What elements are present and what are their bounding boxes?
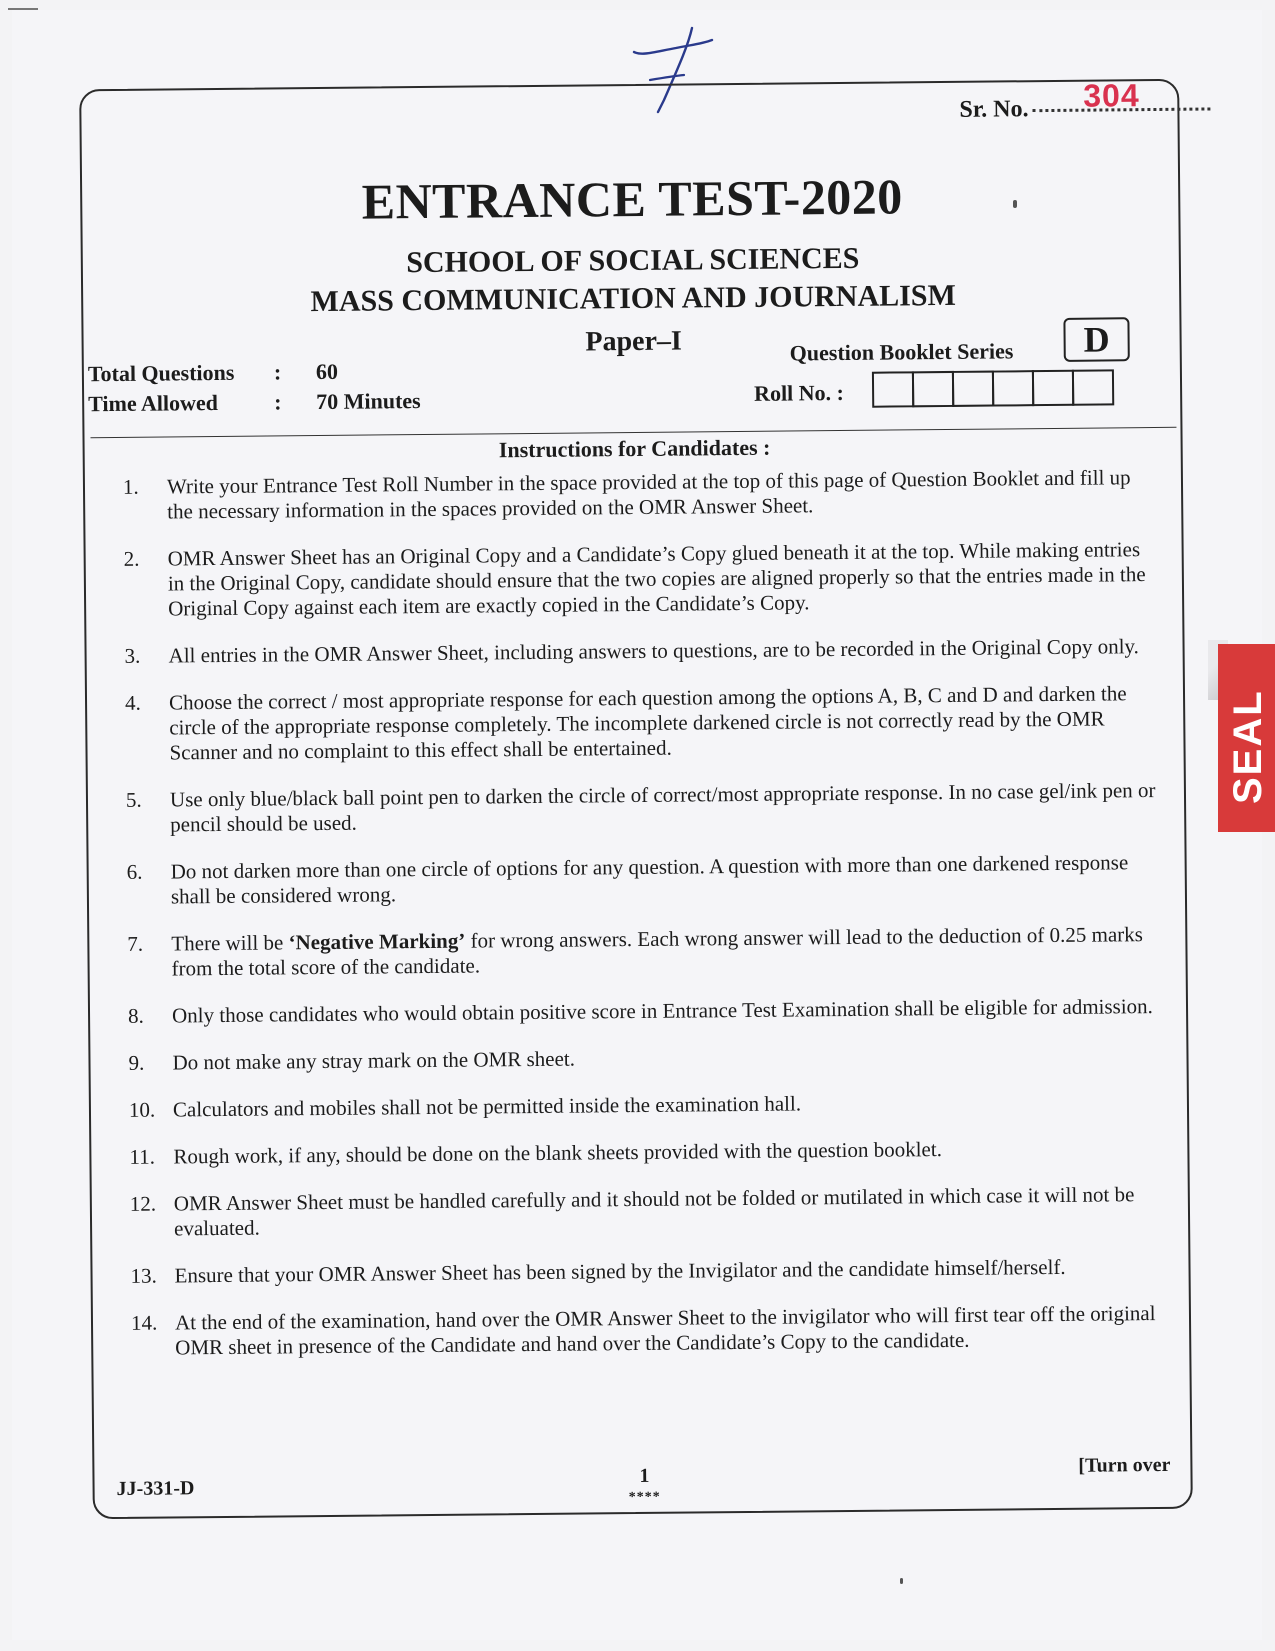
roll-digit-box[interactable]	[992, 370, 1034, 406]
instruction-item	[131, 1301, 1161, 1361]
instruction-number: 14.	[130, 1310, 158, 1335]
instruction-item	[125, 681, 1156, 766]
page-number: 1	[639, 1464, 650, 1487]
instructions-list	[123, 459, 1162, 1361]
time-allowed-value: 70 Minutes	[316, 388, 421, 415]
roll-number-label: Roll No. :	[753, 379, 845, 406]
roll-number-boxes[interactable]	[874, 369, 1114, 407]
instruction-number: 12.	[129, 1191, 157, 1216]
instruction-number: 3.	[124, 643, 141, 668]
instruction-text: Rough work, if any, should be done on the blank sheets provided with the question booklet.	[173, 1137, 943, 1169]
instruction-text	[171, 922, 1157, 981]
page-title: ENTRANCE TEST-2020	[361, 168, 904, 230]
instruction-text-end: for wrong answers. Each wrong answer will lead to the deduction of 0.25 marks from the total score of the candidate.	[171, 922, 1144, 981]
instruction-number: 1.	[122, 474, 139, 499]
instruction-text: Do not darken more than one circle of options for any question. A question with more than one darkened response shall be considered wrong.	[170, 850, 1129, 909]
instruction-number: 7.	[127, 931, 144, 956]
negative-marking-emphasis: ‘Negative Marking’	[288, 928, 466, 955]
instruction-item	[127, 850, 1157, 910]
instruction-text: Calculators and mobiles shall not be permitted inside the examination hall.	[172, 1091, 802, 1122]
booklet-series-box: D	[1063, 317, 1129, 362]
roll-digit-box[interactable]	[952, 371, 994, 407]
instruction-item	[128, 994, 1158, 1029]
total-questions-colon: :	[273, 359, 282, 385]
school-name: SCHOOL OF SOCIAL SCIENCES	[406, 241, 860, 280]
footer-stars: ****	[628, 1489, 661, 1506]
instructions-heading: Instructions for Candidates :	[498, 434, 771, 463]
instruction-text: Use only blue/black ball point pen to darken the circle of correct/most appropriate response. In no case gel/ink pen or pencil should be used.	[169, 778, 1156, 837]
time-allowed-label: Time Allowed	[88, 389, 219, 417]
instruction-number: 6.	[126, 859, 143, 884]
instruction-item	[124, 537, 1155, 622]
roll-digit-box[interactable]	[912, 371, 954, 407]
booklet-series-label: Question Booklet Series	[789, 338, 1014, 366]
instruction-text: Write your Entrance Test Roll Number in the space provided at the top of this page of Question Booklet and fill up the necessary information in the spaces provided on the OMR Answer Sheet.	[166, 465, 1131, 524]
roll-digit-box[interactable]	[1072, 369, 1114, 405]
subject-name: MASS COMMUNICATION AND JOURNALISM	[310, 278, 956, 319]
instruction-item	[130, 1254, 1160, 1289]
instruction-number: 11.	[129, 1144, 156, 1169]
instruction-text: Ensure that your OMR Answer Sheet has been signed by the Invigilator and the candidate himself/herself.	[174, 1254, 1066, 1288]
serial-label: Sr. No.	[959, 96, 1029, 123]
stray-ink-mark	[900, 1578, 903, 1584]
serial-number-value: 304	[1083, 77, 1140, 114]
total-questions-label: Total Questions	[87, 359, 235, 387]
seal-sticker	[1218, 644, 1275, 832]
instruction-text: OMR Answer Sheet has an Original Copy and a Candidate’s Copy glued beneath it at the top. While making entries in the Original Copy, candidate should ensure that the two copies are aligned properly so that the entries made in the Original Copy against each item are exactly copied in the Candidate’s Copy.	[167, 537, 1146, 621]
instruction-number: 4.	[124, 690, 141, 715]
instruction-text: All entries in the OMR Answer Sheet, including answers to questions, are to be recorded in the Original Copy only.	[168, 634, 1139, 668]
time-allowed-colon: :	[274, 389, 282, 415]
seal-label: SEAL	[1226, 689, 1270, 804]
instruction-item	[128, 1041, 1158, 1076]
instruction-item	[123, 465, 1153, 525]
instruction-item	[129, 1135, 1159, 1170]
instruction-text: OMR Answer Sheet must be handled carefully and it should not be folded or mutilated in which case it will not be evaluated.	[173, 1182, 1135, 1241]
instruction-number: 10.	[128, 1097, 156, 1122]
booklet-cover	[79, 79, 1193, 1519]
instruction-text: Only those candidates who would obtain positive score in Entrance Test Examination shall be eligible for admission.	[171, 994, 1153, 1028]
instruction-number: 9.	[128, 1050, 145, 1075]
instruction-item	[129, 1088, 1159, 1123]
instruction-item	[127, 922, 1157, 982]
stray-ink-mark	[1013, 200, 1017, 208]
turn-over-note: [Turn over	[1078, 1453, 1171, 1477]
instruction-text: Do not make any stray mark on the OMR sheet.	[172, 1046, 576, 1075]
instruction-number: 5.	[125, 787, 142, 812]
instruction-item	[124, 634, 1154, 669]
instruction-text-start: There will be	[171, 930, 289, 956]
roll-digit-box[interactable]	[1032, 370, 1074, 406]
instruction-text: At the end of the examination, hand over the OMR Answer Sheet to the invigilator who will first tear off the original OMR sheet in presence of the Candidate and hand over the Candidate’s Copy to the candidate.	[174, 1301, 1156, 1360]
total-questions-value: 60	[315, 358, 339, 385]
instruction-item	[130, 1182, 1160, 1242]
instruction-number: 2.	[123, 546, 140, 571]
paper-label: Paper–I	[585, 325, 682, 358]
instruction-item	[126, 778, 1156, 838]
instruction-text: Choose the correct / most appropriate response for each question among the options A, B, C and D and darken the circle of the appropriate response completely. The incomplete darkened circle is not correctly read by the OMR Scanner and no complaint to this effect shall be entertained.	[168, 681, 1127, 765]
roll-digit-box[interactable]	[872, 371, 914, 407]
scan-edge	[8, 8, 38, 10]
booklet-code: JJ-331-D	[116, 1477, 195, 1501]
instruction-number: 13.	[130, 1263, 157, 1288]
instruction-number: 8.	[127, 1003, 144, 1028]
